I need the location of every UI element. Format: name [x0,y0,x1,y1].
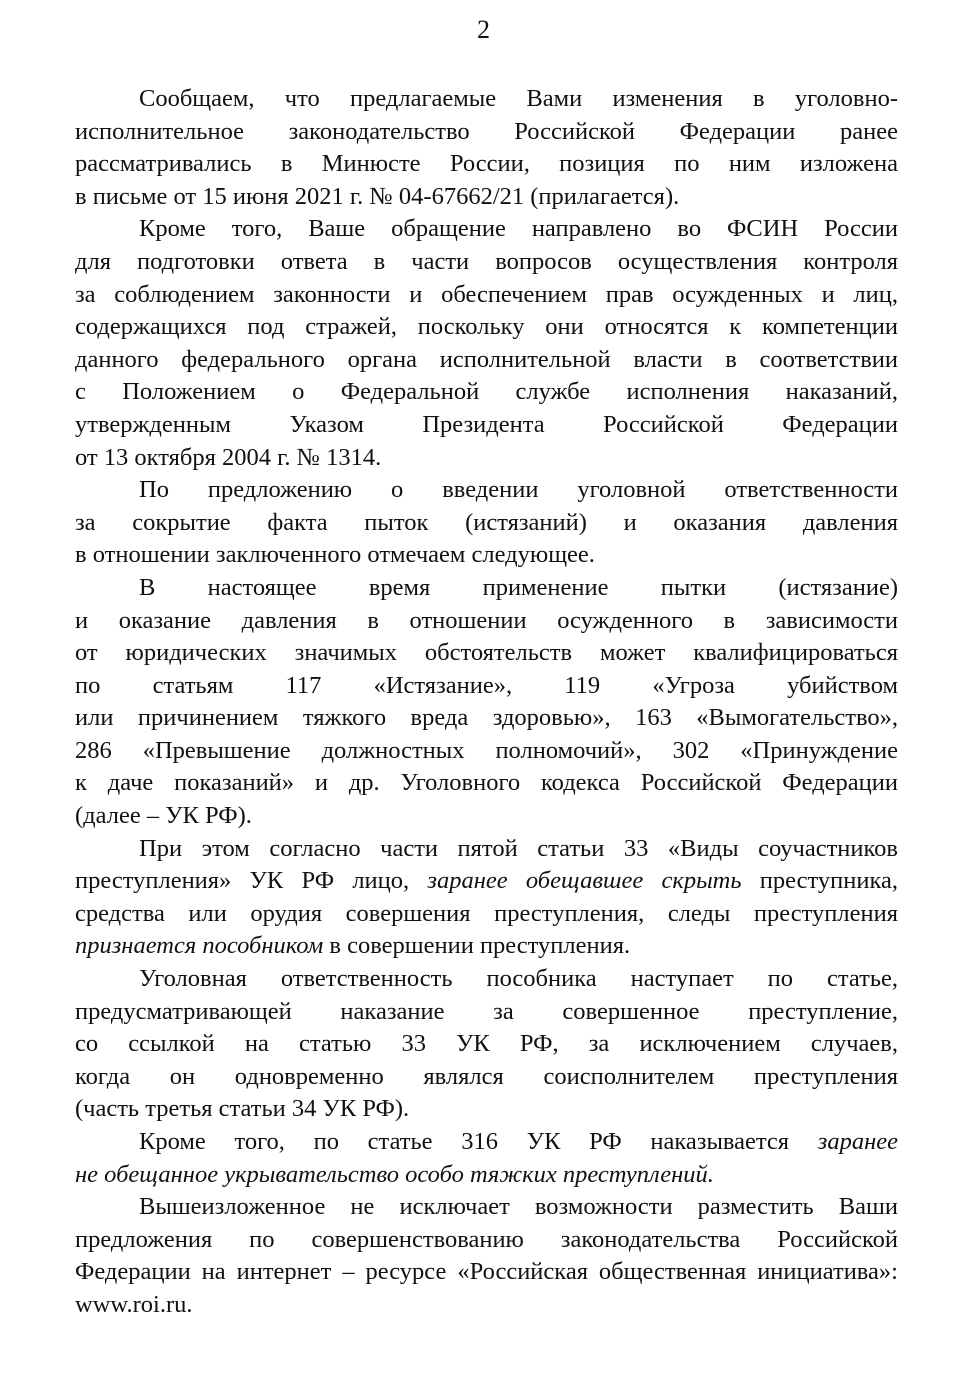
text-segment: в отношении заключенного отмечаем следующее. [75,541,595,569]
text-line [75,1289,898,1322]
text-segment: преступления» УК РФ лицо, [75,867,428,895]
text-segment: (далее – УК РФ). [75,802,252,830]
text-line [75,865,898,898]
text-segment: По предложению о введении уголовной ответственности [139,476,898,504]
text-line [75,181,898,214]
text-segment: предусматривающей наказание за совершенное преступление, [75,997,898,1025]
text-segment: за сокрытие факта пыток (истязаний) и оказания давления [75,508,898,536]
text-line [75,1224,898,1257]
paragraph [75,474,898,572]
text-segment: (часть третья статьи 34 УК РФ). [75,1095,410,1123]
paragraph [75,213,898,474]
text-line [75,148,898,181]
paragraph [75,963,898,1126]
text-segment: При этом согласно части пятой статьи 33 «Виды соучастников [139,834,898,862]
italic-text: заранее [817,1128,898,1155]
text-line [75,637,898,670]
text-line [75,605,898,638]
text-line [75,1126,898,1159]
text-segment: 286 «Превышение должностных полномочий», 302 «Принуждение [75,736,898,764]
text-segment: и оказание давления в отношении осужденного в зависимости [75,606,898,634]
text-line [75,376,898,409]
text-line [75,83,898,116]
text-segment: www.roi.ru. [75,1290,193,1318]
page-number: 2 [477,15,490,44]
text-segment: к даче показаний» и др. Уголовного кодекса Российской Федерации [75,769,898,797]
text-line [75,963,898,996]
text-line [75,767,898,800]
text-segment: Уголовная ответственность пособника наступает по статье, [139,965,898,993]
text-line [75,246,898,279]
text-line [75,474,898,507]
text-segment: когда он одновременно являлся соисполнителем преступления [75,1062,898,1090]
letter-body [75,83,898,1322]
text-line [75,800,898,833]
text-segment: Кроме того, Ваше обращение направлено во ФСИН России [139,215,898,243]
text-segment: Вышеизложенное не исключает возможности разместить Ваши [139,1193,898,1221]
text-line [75,930,898,963]
text-segment: по статьям 117 «Истязание», 119 «Угроза убийством [75,671,898,699]
text-line [75,539,898,572]
text-segment: или причинением тяжкого вреда здоровью», 163 «Вымогательство», [75,704,898,732]
text-segment: со ссылкой на статью 33 УК РФ, за исключением случаев, [75,1030,898,1058]
text-segment: рассматривались в Минюсте России, позиция по ним изложена [75,150,898,178]
italic-text: не обещанное укрывательство особо тяжких преступлений. [75,1160,714,1188]
italic-text: признается пособником [75,932,324,960]
paragraph [75,1191,898,1321]
text-line [75,116,898,149]
text-line [75,670,898,703]
text-line [75,735,898,768]
text-segment: для подготовки ответа в части вопросов осуществления контроля [75,247,898,275]
text-segment: от юридических значимых обстоятельств может квалифицироваться [75,639,898,667]
text-line [75,898,898,931]
text-line [75,311,898,344]
text-line [75,1093,898,1126]
text-line [75,1191,898,1224]
text-segment: преступника, [741,867,898,895]
paragraph [75,833,898,963]
text-line [75,507,898,540]
text-segment: Кроме того, по статье 316 УК РФ наказывается [139,1128,818,1155]
text-line [75,996,898,1029]
text-line [75,833,898,866]
text-line [75,1256,898,1289]
paragraph [75,572,898,833]
text-line [75,409,898,442]
text-line [75,1061,898,1094]
text-segment: за соблюдением законности и обеспечением прав осужденных и лиц, [75,280,898,308]
text-line [75,442,898,475]
text-line [75,572,898,605]
text-line [75,213,898,246]
paragraph [75,1126,898,1191]
text-segment: Федерации на интернет – ресурсе «Российская общественная инициатива»: [75,1258,898,1286]
italic-text: заранее обещавшее скрыть [427,867,742,895]
text-segment: Сообщаем, что предлагаемые Вами изменения в уголовно- [139,85,898,112]
text-segment: от 13 октября 2004 г. № 1314. [75,443,382,471]
text-segment: исполнительное законодательство Российской Федерации ранее [75,117,898,145]
text-segment: с Положением о Федеральной службе исполнения наказаний, [75,378,898,406]
text-segment: утвержденным Указом Президента Российской Федерации [75,410,898,438]
text-line [75,344,898,377]
text-line [75,702,898,735]
text-segment: содержащихся под стражей, поскольку они относятся к компетенции [75,313,898,341]
text-line [75,279,898,312]
text-segment: предложения по совершенствованию законодательства Российской [75,1225,898,1253]
text-line [75,1028,898,1061]
paragraph [75,83,898,213]
text-segment: средства или орудия совершения преступления, следы преступления [75,899,898,927]
text-segment: данного федерального органа исполнительной власти в соответствии [75,345,898,373]
text-segment: в совершении преступления. [323,932,631,960]
text-segment: в письме от 15 июня 2021 г. № 04-67662/21 (прилагается). [75,182,680,210]
text-segment: В настоящее время применение пытки (истязание) [139,573,898,601]
text-line [75,1159,898,1192]
